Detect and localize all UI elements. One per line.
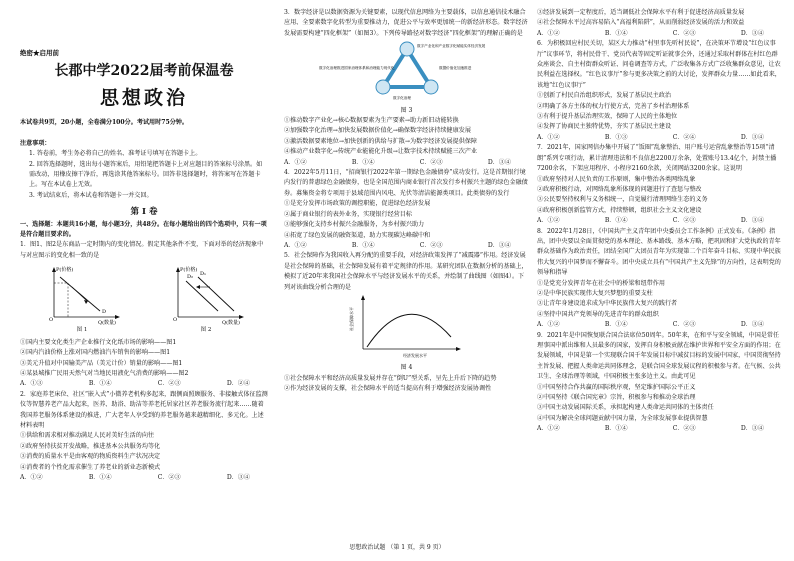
option-line: ④消费者的个性化需求催生了养老业的新业态新模式 — [20, 463, 161, 471]
notes-title: 注意事项： — [20, 139, 51, 147]
option-line: ④社会保障水平过高容易陷入“高福利陷阱”，从而削弱经济发展的活力和效益 — [537, 19, 745, 27]
option-line: ②属于商业银行的表外业务，实现银行经营目标 — [284, 210, 412, 218]
fig2-ylabel: P(价格) — [180, 267, 198, 274]
answer-b: B．①④ — [88, 380, 112, 388]
fig1-xlabel: Q(数量) — [98, 320, 117, 326]
answer-a: A．①② — [537, 321, 560, 329]
question-stem: 6．为积极回应村民关切，某区大力推动“村里事先听村民说”，在决策环节增设“红色议事厅”议事环节，将村民骨干、党员代表等固定听证就事会外，还通过采取村群体在村红色群众座谈会、自主村街群众听证、问卷调查等方式，广泛收集各方式广泛收集群众意见，让农民利益在选择权。“红色议事厅”参与更多决策之前的大讨论，发挥群众力量……如此看来，该地“红色议事厅” — [537, 40, 781, 89]
figure-3-caption: 图 3 — [400, 106, 413, 114]
question-stem: 3．数字经济是以数据资源为关键要素，以现代信息网络为主要载体，以信息通信技术融合应用、全要素数字化转型为重要推动力，促进公平与效率更加统一的新经济形态。数字经济发展需要构建“四化框架”（如图3）。下列传导路径对数字经济“四化框架”的理解正确的是 — [284, 9, 528, 37]
answer-choices — [537, 320, 782, 330]
answer-d: D．③④ — [740, 133, 764, 141]
fig2-xlabel: Q(数量) — [222, 320, 241, 326]
option-line: ④政府积极创新监管方式，持续整顿，组织社会主义文化建设 — [537, 206, 702, 214]
answer-d: D．③④ — [226, 473, 250, 481]
option-line: ①推动数字产业化→核心数据要素为生产要素→助力新旧动能转换 — [284, 117, 459, 125]
answer-d: D．③④ — [740, 217, 764, 225]
option-line: ②政府坚持扶贫开发战略，推进基本公共服务均等化 — [20, 442, 161, 450]
answer-c: C．②③ — [672, 321, 696, 329]
answer-b: B．①④ — [351, 158, 375, 166]
answer-c: C．②③ — [419, 241, 443, 249]
option-line: ②加强数字化治理→加快发展数据价值化→确保数字经济持续健康发展 — [284, 127, 471, 135]
section-instructions: 一、选择题：本题共16小题，每小题3分，共48分。在每小题给出的四个选项中，只有一项是符合题目要求的。 — [20, 220, 267, 239]
question-stem: 7．2021年，国家网信办集中开展了“饭圈”乱象整治、用户账号运营乱象整治等15项“清朗”系列专项行动，累计清理违法和不良信息2200万余条，处置账号13.4亿个，封禁主播7200余名，下架应用程序、小程序2160余款，关闭网站3200余家。这说明 — [537, 144, 777, 173]
figure-3 — [284, 39, 529, 116]
answer-a: A．①② — [537, 425, 560, 433]
option-line: ①国内主要文化类生产企业推行文化纸市场的影响——图1 — [20, 338, 177, 346]
option-line: ③让青年身建设追求成为中华民族伟大复兴的践行者 — [537, 300, 678, 308]
answer-a: A．①② — [537, 29, 560, 37]
option-line: ①是充分发挥市场政策的调控职能，促进绿色经济发展 — [284, 200, 431, 208]
fig4-ylabel: 社会保障水平 — [348, 306, 354, 331]
figure-1-caption: 图 1 — [76, 327, 88, 334]
answer-b: B．①④ — [604, 217, 628, 225]
option-line: ④某县城推广民用天然气对当地民用液化气消费的影响——图2 — [20, 369, 189, 377]
option-line: ④发挥了协商民主独特优势，夯实了基层民主建设 — [537, 123, 672, 131]
option-line: ①政府坚持对人民负责的工作原则，集中整治各类网络乱象 — [537, 175, 696, 183]
exam-info: 本试卷共9页，20小题，全卷满分100分。考试用时75分钟。 — [20, 119, 188, 127]
answer-c: C．②③ — [672, 29, 696, 37]
confidential-mark: 绝密★启用前 — [20, 49, 59, 57]
option-line: ①供给和需求相对推动满足人民对美好生活的向往 — [20, 432, 155, 440]
answer-choices — [284, 241, 529, 251]
option-line: ③经济发展到一定程度后，适当调低社会保障水平有利于促进经济高质量发展 — [537, 9, 745, 16]
answer-b: B．①④ — [88, 473, 112, 481]
question-stem: 4．2022年5月11日，“招商银行2022年第一期绿色金融债券”成功发行。这是首期银行境内发行的普惠绿色金融债券，也是全国范围内商业银行首次发行乡村振兴主题的绿色金融债券。募集资金将专项用于县域范围内风电、光伏等清洁能源类项目。此类债券的发行 — [284, 169, 528, 197]
fig4-xlabel: 经济发展水平 — [402, 352, 427, 358]
answer-d: D．③④ — [740, 29, 764, 37]
notes-item: 1. 答卷前，考生务必将自己的姓名、准考证号填写在答题卡上。 — [29, 150, 202, 158]
answer-choices — [537, 424, 782, 434]
option-line: ③激活数据要素地位→加快创新的供给与扩散→为数字经济发展提供保障 — [284, 137, 478, 145]
answer-d: D．③④ — [740, 321, 764, 329]
option-line: ①社会保障水平和经济高质量发展并存在“倒U”型关系，呈先上升后下降的趋势 — [284, 374, 497, 382]
notes-item: 2. 回答选择题时，选出每小题答案后，用铅笔把答题卡上对应题目的答案标号涂黑。如需改动，用橡皮擦干净后，再选涂其他答案标号。回答非选择题时，将答案写在答题卡上。写在本试卷上无效。 — [29, 160, 263, 189]
subject-title: 思想政治 — [99, 87, 188, 110]
figure-2 — [166, 263, 246, 335]
figure-2-caption: 图 2 — [200, 327, 212, 334]
answer-c: C．②③ — [157, 380, 181, 388]
answer-b: B．①④ — [604, 321, 628, 329]
question-stem: 2．家庭养老床位、社区“嵌入式”小微养老机构多起来，跟侧面照顾服务、非接触式体征监测仪等智慧养老产品大起来，医养、助浴、助洁等养老托居家社区养老服务流行起来……随着我国养老服务体系建设的推进，广大老年人享受到的养老服务越来越精细化、多元化。上述材料表明 — [20, 390, 268, 429]
answer-d: D．③④ — [487, 158, 511, 166]
answer-a: A．①② — [284, 158, 307, 166]
column-right — [537, 8, 782, 435]
column-left — [20, 8, 268, 483]
answer-a: A．①② — [537, 217, 560, 225]
answer-c: C．②③ — [419, 158, 443, 166]
answer-a: A．①② — [20, 473, 43, 481]
fig2-origin: O — [173, 317, 178, 324]
option-line: ②政府积极行动，对网络乱象所体现的问题进行了查惩与整改 — [537, 185, 702, 193]
option-line: ③公民要坚持权利与义务相统一，自觉履行清理网络生态的义务 — [537, 196, 708, 204]
answer-b: B．①④ — [351, 241, 375, 249]
notes-item: 3. 考试结束后，将本试卷和答题卡一并交回。 — [29, 191, 153, 199]
fig1-ylabel: P(价格) — [56, 267, 74, 274]
option-line: ④推动产业数字化→传统产业能能化升级→让数字技术持续赋能三次产业 — [284, 148, 478, 156]
option-line: ④坚持中国共产党领导的先进青年的群众组织 — [537, 310, 659, 318]
answer-c: C．②④ — [672, 133, 696, 141]
answer-d: D．②④ — [226, 380, 250, 388]
answer-choices — [537, 216, 782, 226]
part-title: 第 Ⅰ 卷 — [130, 207, 158, 218]
answer-d: D．③④ — [740, 425, 764, 433]
page-footer: 思想政治试题 （第 1 页，共 9 页） — [349, 544, 445, 551]
q1-figures — [20, 263, 268, 335]
option-line: ②明确了各方主体的权力行使方式，完善了乡村治理体系 — [537, 102, 690, 110]
option-line: ②国内汽油价格上涨对国内燃油汽车销售的影响——图1 — [20, 349, 171, 357]
answer-a: A．①③ — [20, 380, 43, 388]
answer-c: C．②③ — [672, 425, 696, 433]
answer-b: B．①④ — [604, 425, 628, 433]
fig1-d-label: D — [102, 309, 107, 316]
figure-4 — [284, 293, 529, 374]
question-stem: 5．社会保障作为我国收入再分配的重要手段，对经济政策发挥了“减震器”作用。经济发展是社会保障的基础，社会保障发展有着平定规律的作用。某研究团队在数据分析的基础上，模拟了近20年来我国社会保障水平与经济发展水平的关系，并绘制了曲线图（如图4）。下列对该曲线分析合理的是 — [284, 252, 528, 291]
answer-choices — [20, 473, 268, 483]
fig3-label-bottom: 数字化治理 — [392, 96, 411, 101]
answer-c: C．②③ — [672, 217, 696, 225]
answer-a: A．①② — [537, 133, 560, 141]
answer-a: A．①② — [284, 241, 307, 249]
school-title: 长郡中学2022届考前保温卷 — [54, 63, 234, 80]
answer-choices — [284, 158, 529, 168]
option-line: ③中国主动发展国际关系，承担起构建人类命运共同体的主体责任 — [537, 404, 714, 412]
answer-choices — [20, 379, 268, 389]
fig3-label-right: 数据价值化加速推进 — [438, 66, 471, 71]
option-line: ②是中华民族实现伟大复兴梦想的重要支柱 — [537, 289, 653, 297]
option-line: ④中国为解决全球问题贡献中国力量，为全球发展事业提供智慧 — [537, 414, 708, 422]
question-stem: 8．2022年1月28日，《中国共产主义青年团中央委员会工作条例》正式发布。《条例》指出，团中央要以全面贯彻党的基本理论、基本路线、基本方略，把巩固和扩大党执政的青年群众基础作为政治责任，团结全国广大团员青年为实现第二个百年奋斗目标、实现中华民族伟大复兴的中国梦而不懈奋斗。团中央成立具有“中国共产主义先锋”的方向性，这表明党的领导和指导 — [537, 227, 781, 277]
figure-4-caption: 图 4 — [400, 364, 413, 372]
option-line: ③能够强化支持乡村振兴金融服务，为乡村振兴助力 — [284, 221, 425, 229]
answer-c: C．②③ — [157, 473, 181, 481]
option-line: ③消费的质量水平是由客观的物质资料生产状况决定 — [20, 453, 161, 461]
option-line: ③美元升值对中国输美产品（美元计价）销量的影响——图1 — [20, 359, 183, 367]
figure-1 — [42, 263, 122, 335]
option-line: ②作为经济发展的支撑，社会保障水平的适当提高有利于增强经济发展协调性 — [284, 385, 492, 393]
option-line: ①创新了村民自治组织形式，发展了基层民主政治 — [537, 92, 672, 100]
question-stem: 9．2021年是中国恢复联合国合法席位50周年。50年来，在和平与安全领域，中国是常任理事国中派出维和人员最多的国家，发挥自身积极贡献在维护世界和平安全方面的作用；在发展领域，中国是第一个实现联合国千年发展目标中减贫目标的发展中国家，中国贯彻坚持主旨发展、把握人类命运共同体理念，是联合国全球发展议程的积极参与者。在气候、公共卫生、全球治理等领域，中国积极主张多边主义。由此可见 — [537, 331, 781, 381]
option-line: ④拓宽了绿色发展的融资渠道，助力实现碳达峰碳中和 — [284, 231, 431, 239]
answer-d: D．③④ — [487, 241, 511, 249]
option-line: ①是党充分发挥青年在社会中的桥梁和纽带作用 — [537, 279, 665, 287]
question-stem: 1．图1、图2是东商品一定时期内的变化情况。假定其他条件不变，下面对举的经济现象中与对应图示的变化相一致的是 — [20, 241, 264, 259]
answer-b: B．①④ — [604, 29, 628, 37]
fig2-d2-label: D₂ — [187, 274, 194, 281]
fig2-d1-label: D₁ — [200, 271, 207, 278]
fig1-origin: O — [49, 317, 54, 324]
answer-choices — [537, 29, 782, 39]
answer-b: B．①③ — [604, 133, 628, 141]
fig3-label-left: 数字化治理推进国家治理体系和治理能力现代化 — [318, 66, 394, 71]
answer-choices — [537, 133, 782, 143]
column-middle — [284, 8, 529, 395]
option-line: ②中国坚持《联合国宪章》宗旨，积极参与和推动全球治理 — [537, 394, 696, 402]
fig3-label-top: 数字产业化和产业数字化赋能实体经济发展 — [416, 44, 485, 49]
option-line: ③有利于提升基层治理实效，保障了人民的主体地位 — [537, 113, 678, 121]
option-line: ①中国坚持合作共赢的国际秩序观，坚定维护国际公平正义 — [537, 383, 696, 391]
